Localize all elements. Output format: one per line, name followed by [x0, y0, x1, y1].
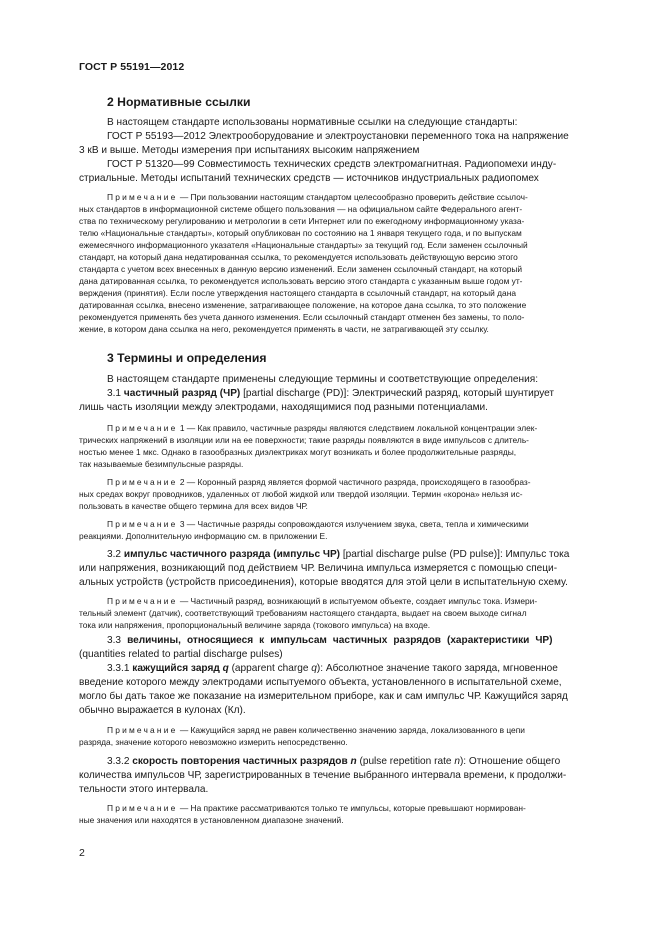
- note-3-3-1-first-line: [107, 725, 525, 735]
- note-3-first-line: [107, 519, 529, 529]
- note-line: трических напряжений в изоляции или на ее поверхности; такие разряды появляются в виде импульсов с длитель-: [79, 435, 529, 445]
- term-3-3: [107, 635, 553, 647]
- term-number: 3.3.2: [107, 756, 130, 767]
- term-3-3-1: [107, 663, 558, 675]
- note-label: Примечание: [107, 519, 178, 529]
- term-definition: (apparent charge: [231, 663, 309, 674]
- term-3-1: [107, 388, 554, 400]
- term-definition: [partial discharge pulse (PD pulse)]: Импульс тока: [342, 549, 570, 560]
- note-first-line: [107, 192, 528, 202]
- note-line: пользовать в качестве общего термина для всех видов ЧР.: [79, 501, 308, 511]
- term-3-3-1-line: введение которого между электродами испытуемого объекта, установленного в испытательной схеме,: [79, 677, 562, 688]
- note-line: стандарта с учетом всех внесенных в данную версию изменений. Если заменен ссылочный стандарт, на который: [79, 264, 523, 274]
- note-2-first-line: [107, 477, 531, 487]
- term-3-2: [107, 549, 569, 561]
- note-line: разряда, значение которого невозможно измерить непосредственно.: [79, 737, 348, 747]
- note-text: — Частичный разряд, возникающий в испытуемом объекте, создает импульс тока. Измери-: [179, 596, 538, 606]
- note-line: тельный элемент (датчик), соответствующий требованиям настоящего стандарта, выдает на своем выходе сигнал: [79, 608, 527, 618]
- term-number: 3.1: [107, 388, 122, 399]
- note-line: жение, в котором дана ссылка на него, рекомендуется применять в части, не затрагивающей эту ссылку.: [79, 324, 489, 334]
- section-2-line: ГОСТ Р 55193—2012 Электрооборудование и электроустановки переменного тока на напряжение: [107, 131, 569, 142]
- note-line: ежемесячного информационного указателя «Национальные стандарты» за текущий год. Если заменен ссылочный: [79, 240, 528, 250]
- note-line: ных стандартов в информационной системе общего пользования — на официальном сайте Федерального агент-: [79, 204, 523, 214]
- note-line: так называемые безимпульсные разряды.: [79, 459, 244, 469]
- section-2-line: 3 кВ и выше. Методы измерения при испытаниях высоким напряжением: [79, 145, 420, 156]
- note-line: ностью менее 1 мкс. Однако в газообразных диэлектриках могут возникать и более продолжительные разряды,: [79, 447, 517, 457]
- term-3-3-2-line: количества импульсов ЧР, зарегистрированных в течение выбранного интервала времени, к продолжи-: [79, 770, 567, 781]
- term-number: 3.3.1: [107, 663, 130, 674]
- section-2-line: ГОСТ Р 51320—99 Совместимость технических средств электромагнитная. Радиопомехи инду-: [107, 159, 557, 170]
- term-3-2-line: альных устройств (устройств присоединения), которые вводятся для этой цели в испытательную схему.: [79, 577, 568, 588]
- note-line: датированная ссылка, внесено изменение, затрагивающее положение, на которое дана ссылка, то это положение: [79, 300, 527, 310]
- note-3-3-2-first-line: [107, 803, 526, 813]
- term-definition: ): Абсолютное значение такого заряда, мгновенное: [316, 663, 558, 674]
- note-line: стандарт, на который дана недатированная ссылка, то рекомендуется использовать действующую версию этого: [79, 252, 518, 262]
- note-line: дана датированная ссылка, то рекомендуется использовать версию этого стандарта с указанным выше годом ут-: [79, 276, 523, 286]
- document-header: ГОСТ Р 55191—2012: [79, 61, 185, 73]
- term-symbol: n: [454, 756, 460, 767]
- term-name: кажущийся заряд: [132, 663, 220, 674]
- term-3-3-line: (quantities related to partial discharge pulses): [79, 649, 283, 660]
- section-2-line: В настоящем стандарте использованы нормативные ссылки на следующие стандарты:: [107, 117, 518, 128]
- note-line: ных средах вокруг проводников, удаленных от любой жидкой или твердой изоляции. Термин «корона» нельзя ис-: [79, 489, 523, 499]
- term-definition: [partial discharge (PD)]: Электрический разряд, который шунтирует: [243, 388, 555, 399]
- section-3-intro: В настоящем стандарте применены следующие термины и соответствующие определения:: [107, 374, 539, 385]
- note-line: реакциями. Дополнительную информацию см. в приложении Е.: [79, 531, 328, 541]
- term-3-3-1-line: обычно выражается в кулонах (Кл).: [79, 705, 246, 716]
- term-3-1-line: лишь часть изоляции между электродами, находящимися под разными потенциалами.: [79, 402, 488, 413]
- page-number: 2: [79, 847, 85, 859]
- note-label: Примечание: [107, 725, 178, 735]
- term-symbol: n: [350, 756, 357, 767]
- note-label: Примечание: [107, 423, 178, 433]
- note-line: телю «Национальные стандарты», который опубликован по состоянию на 1 января текущего года, и по выпускам: [79, 228, 522, 238]
- term-name: величины, относящиеся к импульсам частичных разрядов (характеристики ЧР): [127, 635, 553, 646]
- note-line: ства по техническому регулированию и метрологии в сети Интернет или по ежегодному информационному указа-: [79, 216, 525, 226]
- term-name: частичный разряд (ЧР): [123, 388, 241, 399]
- term-definition: ): Отношение общего: [459, 756, 561, 767]
- note-line: ные значения или находятся в установленном диапазоне значений.: [79, 815, 344, 825]
- note-label: Примечание: [107, 192, 178, 202]
- term-number: 3.2: [107, 549, 122, 560]
- note-line: тока или напряжения, пропорциональный величине заряда (токового импульса) на входе.: [79, 620, 431, 630]
- note-text: 1 — Как правило, частичные разряды являются следствием локальной концентрации элек-: [179, 423, 538, 433]
- term-name: импульс частичного разряда (импульс ЧР): [123, 549, 341, 560]
- note-3-2-first-line: [107, 596, 537, 606]
- note-text: 3 — Частичные разряды сопровождаются излучением звука, света, тепла и химическими: [179, 519, 529, 529]
- section-2-heading: 2 Нормативные ссылки: [107, 95, 251, 109]
- note-text: — На практике рассматриваются только те импульсы, которые превышают нормирован-: [179, 803, 526, 813]
- term-3-2-line: или напряжения, возникающий под действием ЧР. Величина импульса измеряется с помощью специ-: [79, 563, 558, 574]
- term-3-3-2-line: тельности этого интервала.: [79, 784, 209, 795]
- note-1-first-line: [107, 423, 537, 433]
- term-symbol: q: [311, 663, 317, 674]
- note-label: Примечание: [107, 477, 178, 487]
- term-definition: (pulse repetition rate: [359, 756, 452, 767]
- section-2-line: стриальные. Методы испытаний технических средств — источников индустриальных радиопомех: [79, 173, 539, 184]
- note-text: — При пользовании настоящим стандартом целесообразно проверить действие ссылоч-: [179, 192, 528, 202]
- term-name: скорость повторения частичных разрядов: [132, 756, 348, 767]
- term-3-3-2: [107, 756, 560, 768]
- note-label: Примечание: [107, 596, 178, 606]
- term-3-3-1-line: могло бы дать такое же показание на измерительном приборе, как и сам импульс ЧР. Кажущийся заряд: [79, 691, 568, 702]
- note-line: рекомендуется применять без учета данного изменения. Если ссылочный стандарт отменен без замены, то поло-: [79, 312, 525, 322]
- note-text: 2 — Коронный разряд является формой частичного разряда, происходящего в газообраз-: [179, 477, 531, 487]
- note-line: верждения (принятия). Если после утверждения настоящего стандарта в ссылочный стандарт, на который дана: [79, 288, 516, 298]
- section-3-heading: 3 Термины и определения: [107, 351, 267, 365]
- term-symbol: q: [222, 663, 229, 674]
- note-label: Примечание: [107, 803, 178, 813]
- note-text: — Кажущийся заряд не равен количественно значению заряда, локализованного в цепи: [179, 725, 525, 735]
- term-number: 3.3: [107, 635, 122, 646]
